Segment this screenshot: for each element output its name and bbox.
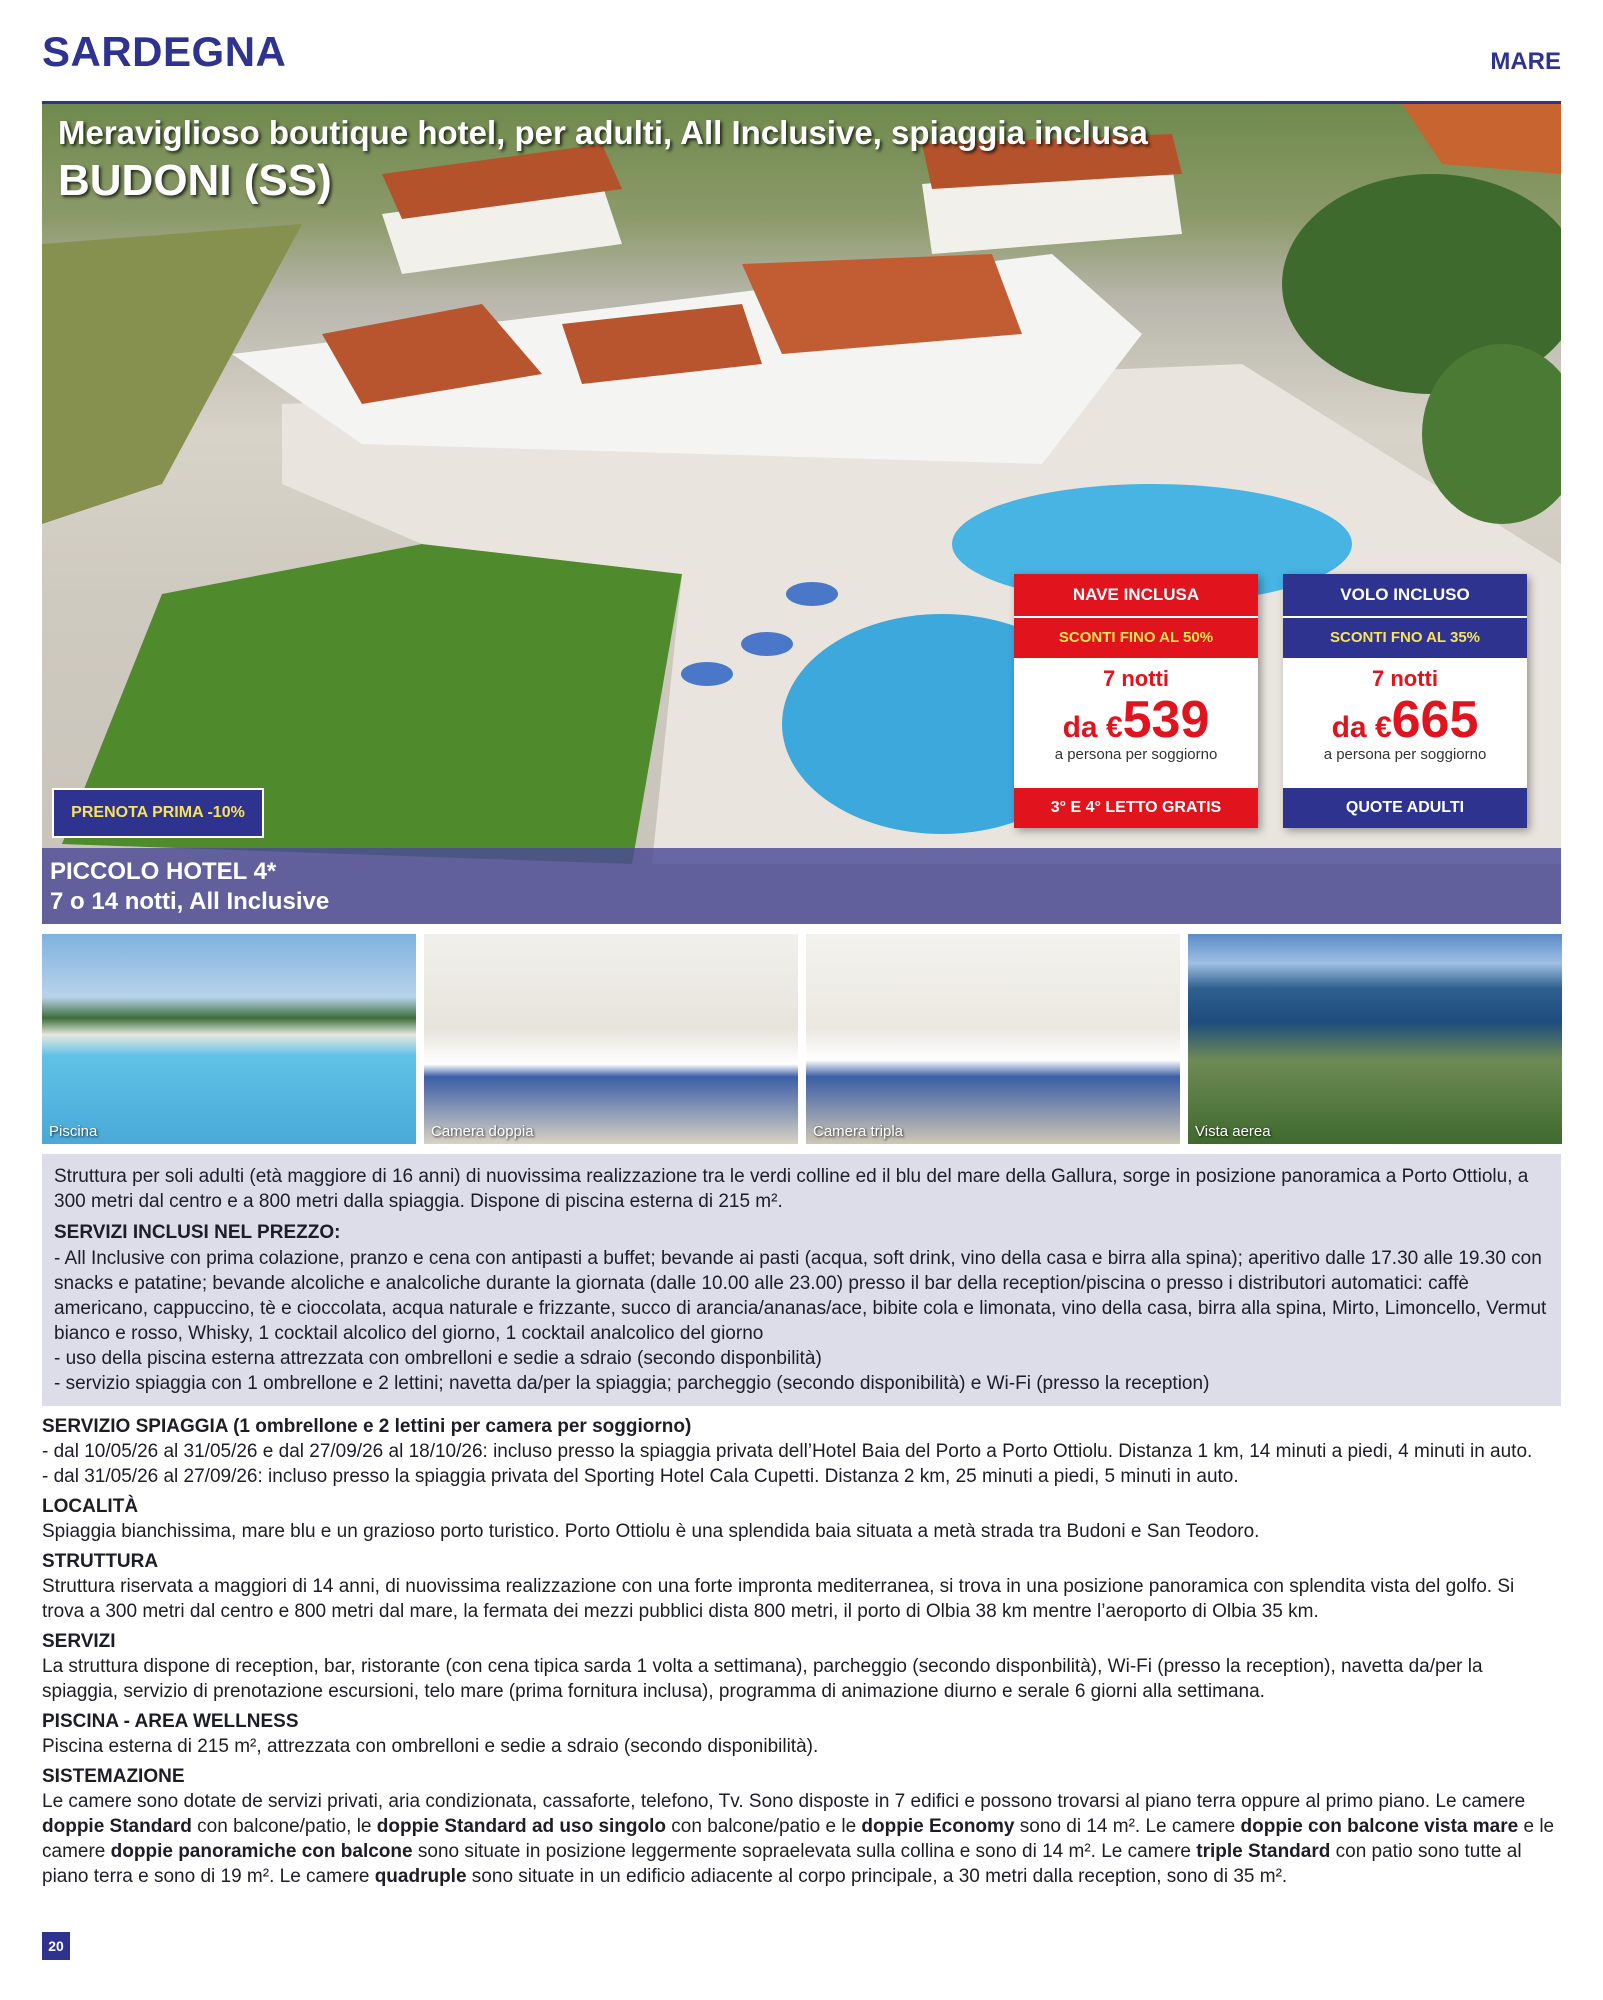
rooms-text-part: sono situate in un edificio adiacente al corpo principale, a 30 metri dalla reception, sono di 35 m².	[466, 1866, 1288, 1887]
structure-text: Struttura riservata a maggiori di 14 anni, di nuovissima realizzazione con una forte impronta mediterranea, si trova in una posizione panoramica con splendita vista del golfo. Si trova a 300 metri dal centro e 800 metri dal mare, la fermata dei mezzi pubblici dista 800 metri, il porto di Olbia 38 km mentre l’aeroporto di Olbia 35 km.	[42, 1576, 1515, 1622]
rooms-text-part: con balcone/patio e le	[666, 1816, 862, 1837]
ferry-offer-title: NAVE INCLUSA	[1014, 574, 1258, 616]
flight-offer-footer: QUOTE ADULTI	[1283, 788, 1527, 828]
room-type: doppie panoramiche con balcone	[110, 1841, 413, 1862]
photo-double-room	[424, 934, 798, 1144]
flight-price-prefix: da €	[1331, 711, 1392, 744]
ferry-offer-discount: SCONTI FINO AL 50%	[1014, 616, 1258, 658]
flight-offer-discount: SCONTI FNO AL 35%	[1283, 616, 1527, 658]
region-title: SARDEGNA	[42, 28, 287, 75]
beach-service-title: SERVIZIO SPIAGGIA (1 ombrellone e 2 lettini per camera per soggiorno)	[42, 1416, 692, 1437]
room-type: doppie con balcone vista mare	[1240, 1816, 1519, 1837]
room-type: quadruple	[374, 1866, 467, 1887]
locality-title: LOCALITÀ	[42, 1496, 139, 1517]
structure-title: STRUTTURA	[42, 1551, 159, 1572]
beach-service-period-1: - dal 10/05/26 al 31/05/26 e dal 27/09/26 al 18/10/26: incluso presso la spiaggia privata dell’Hotel Baia del Porto a Porto Ottiolu. Distanza 1 km, 14 minuti a piedi, 4 minuti in auto.	[42, 1441, 1533, 1462]
photo-aerial-view	[1188, 934, 1562, 1144]
hotel-name: PICCOLO HOTEL 4*	[50, 858, 277, 885]
photo-pool	[42, 934, 416, 1144]
room-type: triple Standard	[1196, 1841, 1331, 1862]
services-title: SERVIZI	[42, 1631, 116, 1652]
flight-price-note: a persona per soggiorno	[1323, 746, 1487, 763]
beach-service-period-2: - dal 31/05/26 al 27/09/26: incluso presso la spiaggia privata del Sporting Hotel Cala Cupetti. Distanza 2 km, 25 minuti a piedi, 5 minuti in auto.	[42, 1466, 1239, 1487]
photo-caption: Vista aerea	[1195, 1123, 1271, 1140]
photo-caption: Camera doppia	[431, 1123, 534, 1140]
included-services-list	[54, 1246, 1548, 1396]
ferry-price-amount: 539	[1122, 691, 1210, 749]
flight-offer-nights: 7 notti	[1372, 666, 1438, 691]
flight-offer-price	[1283, 690, 1527, 749]
page-number: 20	[42, 1932, 70, 1960]
hotel-intro: Struttura per soli adulti (età maggiore di 16 anni) di nuovissima realizzazione tra le verdi colline ed il blu del mare della Gallura, sorge in posizione panoramica a Porto Ottiolu, a 300 metri dal centro e a 800 metri dalla spiaggia. Dispone di piscina esterna di 215 m².	[54, 1166, 1529, 1212]
ferry-offer-footer: 3° E 4° LETTO GRATIS	[1014, 788, 1258, 828]
rooms-text-part: sono di 14 m². Le camere	[1014, 1816, 1241, 1837]
list-item: - servizio spiaggia con 1 ombrellone e 2 lettini; navetta da/per la spiaggia; parcheggio (secondo disponibilità) e Wi-Fi (presso la reception)	[54, 1373, 1210, 1394]
services-text: La struttura dispone di reception, bar, ristorante (con cena tipica sarda 1 volta a settimana), parcheggio (secondo disponbilità), Wi-Fi (presso la reception), navetta da/per la spiaggia, servizio di prenotazione escursioni, telo mare (prima fornitura inclusa), programma di animazione diurno e serale 6 giorni alla settimana.	[42, 1656, 1483, 1702]
hotel-banner	[42, 848, 1561, 924]
room-type: doppie Economy	[861, 1816, 1015, 1837]
pool-title: PISCINA - AREA WELLNESS	[42, 1711, 299, 1732]
ferry-price-prefix: da €	[1062, 711, 1123, 744]
early-booking-badge: PRENOTA PRIMA -10%	[52, 788, 264, 838]
rooms-text	[42, 1789, 1561, 1889]
flight-offer-box	[1283, 574, 1527, 828]
rooms-text-part: e le camere	[42, 1816, 1555, 1862]
room-type: doppie Standard	[42, 1816, 192, 1837]
locality-text: Spiaggia bianchissima, mare blu e un grazioso porto turistico. Porto Ottiolu è una splendida baia situata a metà strada tra Budoni e San Teodoro.	[42, 1521, 1260, 1542]
photo-triple-room	[806, 934, 1180, 1144]
included-services-box	[42, 1154, 1561, 1406]
rooms-text-part: con balcone/patio, le	[191, 1816, 377, 1837]
ferry-price-note: a persona per soggiorno	[1054, 746, 1218, 763]
photo-caption: Camera tripla	[813, 1123, 904, 1140]
ferry-offer-price	[1014, 690, 1258, 749]
hotel-stay-length: 7 o 14 notti, All Inclusive	[50, 888, 330, 915]
section-tag: MARE	[1490, 48, 1561, 75]
hero-location: BUDONI (SS)	[58, 156, 332, 205]
ferry-offer-nights: 7 notti	[1103, 666, 1169, 691]
list-item: - All Inclusive con prima colazione, pranzo e cena con antipasti a buffet; bevande ai pasti (acqua, soft drink, vino della casa e birra alla spina); aperitivo dalle 17.30 alle 19.30 con snacks e patatine; bevande alcoliche e analcoliche durante la giornata (dalle 10.00 alle 23.00) presso il bar della reception/piscina o presso i distributori automatici: caffè americano, cappuccino, tè e cioccolata, acqua naturale e frizzante, succo di arancia/ananas/ace, bibite cola e limonata, vino della casa, birra alla spina, Mirto, Limoncello, Vermut bianco e rosso, Whisky, 1 cocktail alcolico del giorno, 1 cocktail analcolico del giorno	[54, 1248, 1547, 1344]
rooms-text-part: sono situate in posizione leggermente sopraelevata sulla collina e sono di 14 m². Le camere	[412, 1841, 1197, 1862]
rooms-title: SISTEMAZIONE	[42, 1766, 185, 1787]
rooms-text-part: Le camere sono dotate de servizi privati, aria condizionata, cassaforte, telefono, Tv. Sono disposte in 7 edifici e possono trovarsi al piano terra oppure al primo piano. Le camere	[42, 1791, 1526, 1812]
list-item: - uso della piscina esterna attrezzata con ombrelloni e sedie a sdraio (secondo disponbilità)	[54, 1348, 822, 1369]
photo-caption: Piscina	[49, 1123, 98, 1140]
pool-text: Piscina esterna di 215 m², attrezzata con ombrelloni e sedie a sdraio (secondo disponibilità).	[42, 1736, 819, 1757]
included-services-title: SERVIZI INCLUSI NEL PREZZO:	[54, 1222, 341, 1243]
flight-price-amount: 665	[1391, 691, 1479, 749]
ferry-offer-box	[1014, 574, 1258, 828]
rooms-text-part: con patio sono tutte al piano terra e sono di 19 m². Le camere	[42, 1841, 1522, 1887]
description-body	[42, 1414, 1561, 1889]
flight-offer-title: VOLO INCLUSO	[1283, 574, 1527, 616]
room-type: doppie Standard ad uso singolo	[376, 1816, 666, 1837]
hero-headline: Meraviglioso boutique hotel, per adulti, All Inclusive, spiaggia inclusa	[58, 114, 1148, 151]
